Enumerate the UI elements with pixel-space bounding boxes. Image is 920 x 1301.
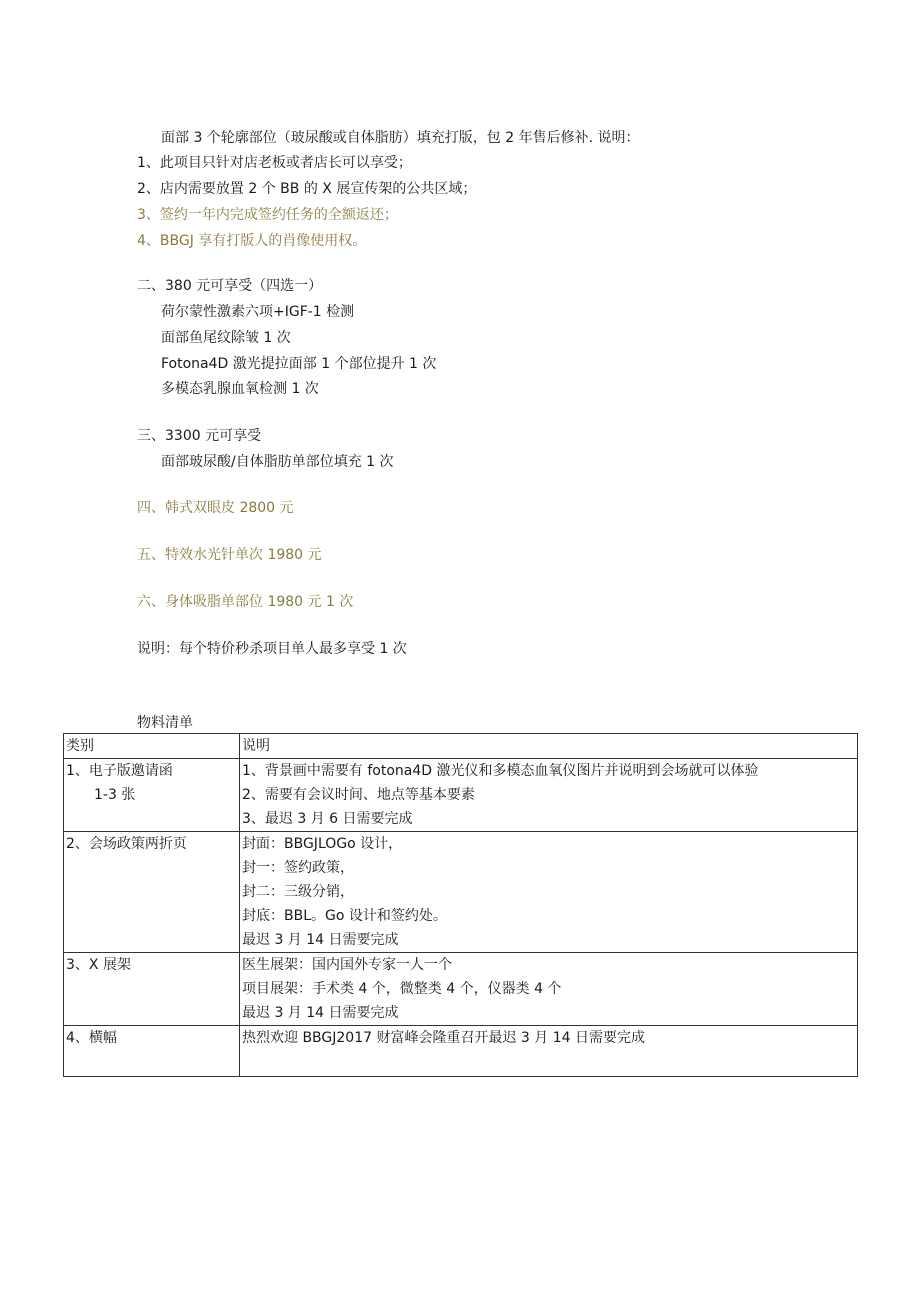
category-cell	[64, 1026, 240, 1077]
description-line: 封二：三级分销，	[242, 884, 354, 900]
description-line: 1、背景画中需要有 fotona4D 激光仪和多模态血氧仪图片并说明到会场就可以体验	[242, 763, 759, 779]
description-line: 封面：BBGJLOGo 设计，	[242, 836, 403, 852]
section-2-item: Fotona4D 激光提拉面部 1 个部位提升 1 次	[161, 356, 437, 372]
note-text: 说明：每个特价秒杀项目单人最多享受 1 次	[137, 641, 407, 657]
section-5-title: 五、特效水光针单次 1980 元	[137, 547, 322, 563]
description-line: 2、需要有会议时间、地点等基本要素	[242, 787, 475, 803]
description-line: 医生展架：国内国外专家一人一个	[242, 957, 452, 973]
table-row	[64, 759, 858, 832]
category-label: 3、X 展架	[66, 957, 131, 973]
category-cell	[64, 953, 240, 1026]
section-2-title: 二、380 元可享受（四选一）	[137, 278, 323, 294]
section-2-item: 多模态乳腺血氧检测 1 次	[161, 381, 319, 397]
description-line: 封底：BBL。Go 设计和签约处。	[242, 908, 447, 924]
description-cell	[240, 1026, 858, 1077]
condition-1: 1、此项目只针对店老板或者店长可以享受；	[137, 155, 412, 171]
section-3-item: 面部玻尿酸/自体脂肪单部位填充 1 次	[161, 454, 394, 470]
condition-3: 3、签约一年内完成签约任务的全额返还；	[137, 207, 398, 223]
description-line: 最迟 3 月 14 日需要完成	[242, 932, 399, 948]
section-2-item: 面部鱼尾纹除皱 1 次	[161, 330, 291, 346]
materials-caption: 物料清单	[137, 715, 193, 731]
table-header-row	[64, 734, 858, 759]
section-4-title: 四、韩式双眼皮 2800 元	[137, 500, 294, 516]
section-3-title: 三、3300 元可享受	[137, 428, 262, 444]
section-2-item: 荷尔蒙性激素六项+IGF-1 检测	[161, 304, 355, 320]
materials-table	[63, 733, 858, 1077]
table-row	[64, 953, 858, 1026]
description-cell	[240, 953, 858, 1026]
description-line: 封一：签约政策，	[242, 860, 354, 876]
category-sublabel: 1-3 张	[94, 787, 136, 803]
section-6-title: 六、身体吸脂单部位 1980 元 1 次	[137, 594, 354, 610]
description-line: 3、最迟 3 月 6 日需要完成	[242, 811, 413, 827]
description-line: 热烈欢迎 BBGJ2017 财富峰会隆重召开最迟 3 月 14 日需要完成	[242, 1030, 645, 1046]
column-header-category: 类别	[64, 734, 240, 759]
intro-text: 面部 3 个轮廓部位（玻尿酸或自体脂肪）填充打版，包 2 年售后修补. 说明：	[161, 130, 640, 146]
description-cell	[240, 832, 858, 953]
category-cell	[64, 832, 240, 953]
category-label: 1、电子版邀请函	[66, 763, 173, 779]
condition-4: 4、BBGJ 享有打版人的肖像使用权。	[137, 233, 367, 249]
table-row	[64, 1026, 858, 1077]
table-row	[64, 832, 858, 953]
description-cell	[240, 759, 858, 832]
description-line: 最迟 3 月 14 日需要完成	[242, 1005, 399, 1021]
category-cell	[64, 759, 240, 832]
column-header-description: 说明	[240, 734, 858, 759]
condition-2: 2、店内需要放置 2 个 BB 的 X 展宣传架的公共区域；	[137, 181, 477, 197]
description-line: 项目展架：手术类 4 个，微整类 4 个，仪器类 4 个	[242, 981, 562, 997]
category-label: 4、横幅	[66, 1030, 117, 1046]
category-label: 2、会场政策两折页	[66, 836, 187, 852]
